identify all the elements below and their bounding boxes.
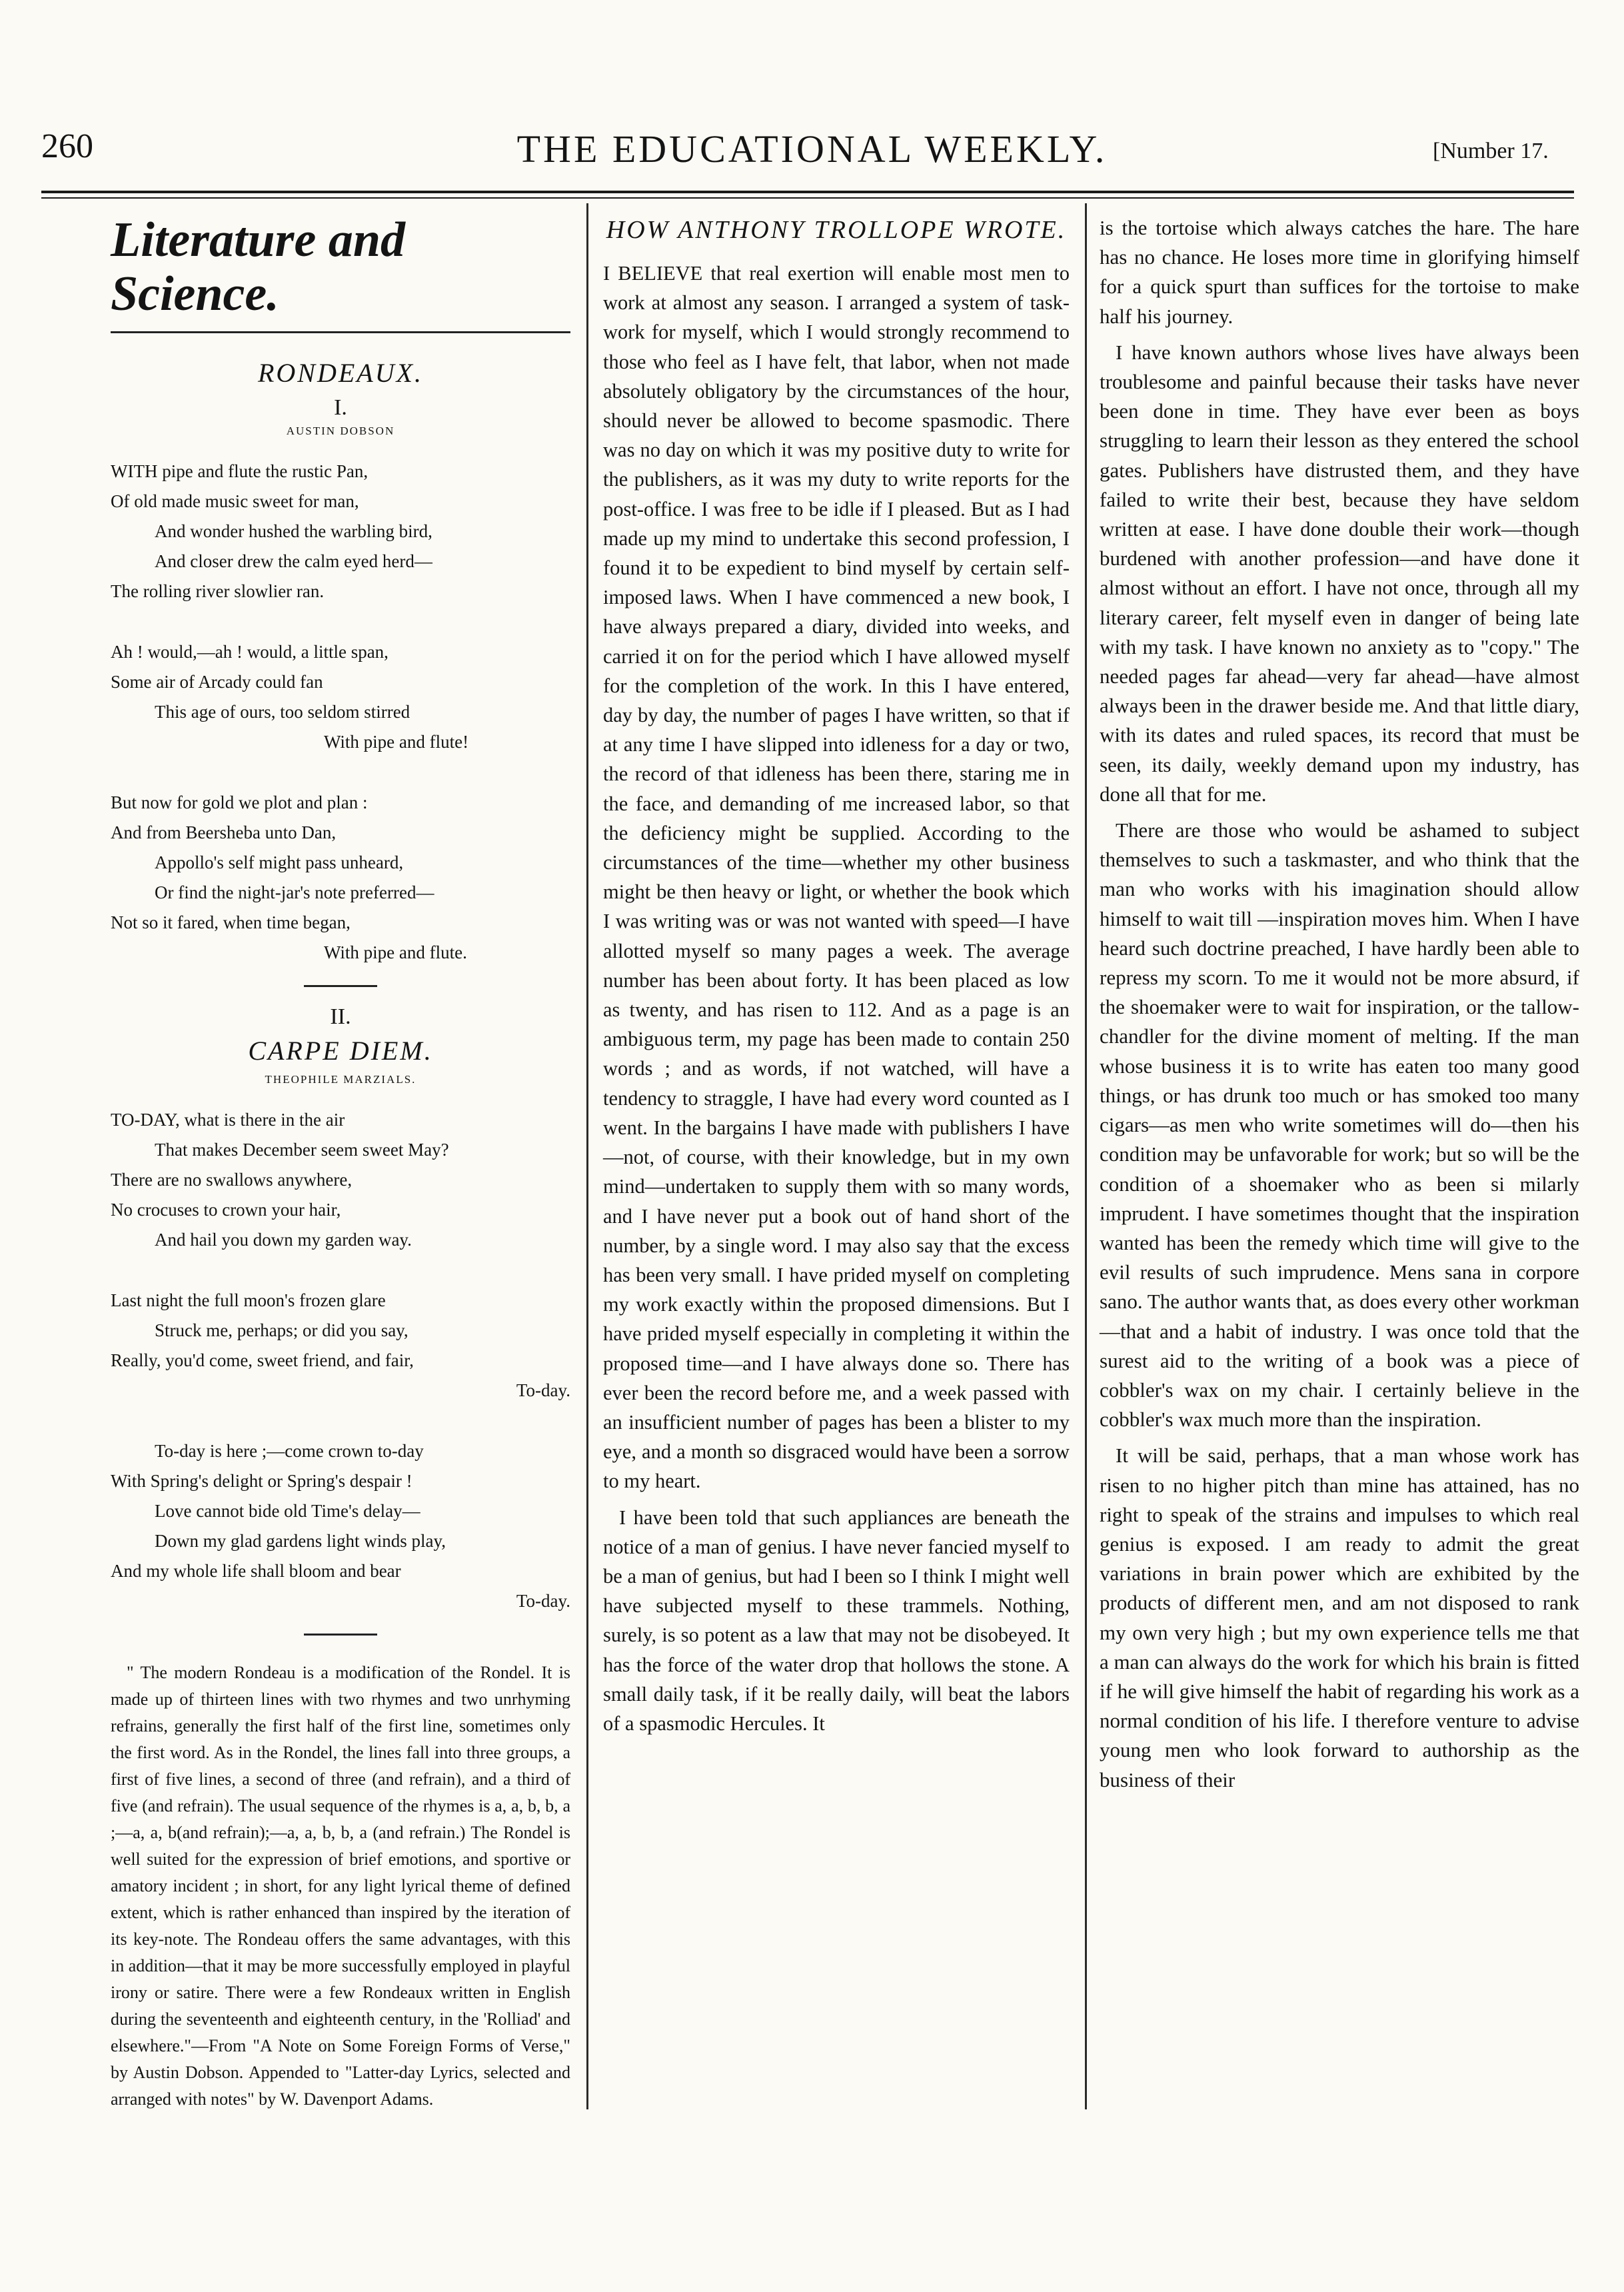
journal-title: THE EDUCATIONAL WEEKLY.	[516, 127, 1108, 171]
poem1-author: AUSTIN DOBSON	[286, 424, 395, 437]
section-title-rule	[111, 331, 570, 333]
article-paragraph: There are those who would be ashamed to subject themselves to such a taskmaster, and who think that the man who works with his imagination should allow himself to wait till —inspiration moves him. When I have heard such doctrine preached, I have hardly been able to repress my scorn. To me it would not be more absurd, if the shoemaker were to wait for inspiration, or the tallow-chandler for the divine moment of melting. If the man whose business it is to write has eaten too many good things, or has drunk too much or has smoked too many cigars—as men who write sometimes will do—then his condition may be unfavorable for work; but so will be the condition of a shoemaker who as been si milarly imprudent. I have sometimes thought that the inspiration wanted has been the remedy which time will give to the evil results of such imprudence. Mens sana in corpore sano. The author wants that, as does every other workman—that and a habit of industry. I was once told that the surest aid to the writing of a book was a piece of cobbler's wax on my chair. I certainly believe in the cobbler's wax much more than the inspiration.	[1100, 818, 1579, 1432]
verse-line: And hail you down my garden way.	[155, 1229, 412, 1250]
article-paragraph: is the tortoise which always catches the hare. The hare has no chance. He loses more time in glorifying himself for a quick spurt than suffices for the tortoise to make half his journey.	[1100, 216, 1579, 328]
page-number: 260	[41, 127, 93, 165]
poem1-stanza-2	[111, 637, 570, 757]
article-paragraph: I have been told that such appliances are beneath the notice of a man of genius. I have never fancied myself to be a man of genius, but had I been so I think I might well have subjected myself to these trammels. Nothing, surely, is so potent as a law that may not be disobeyed. It has the force of the water drop that hollows the stone. A small daily task, if it be really daily, will beat the labors of a spasmodic Hercules. It	[603, 1506, 1070, 1735]
verse-line: That makes December seem sweet May?	[155, 1139, 449, 1160]
verse-line: And closer drew the calm eyed herd—	[155, 551, 432, 571]
article-title: HOW ANTHONY TROLLOPE WROTE.	[606, 216, 1067, 244]
article-paragraph: It will be said, perhaps, that a man whose work has risen to no higher pitch than mine has attained, has no right to speak of the strains and impulses to which real genius is exposed. I am ready to admit the great variations in brain power which are exhibited by the products of different men, and am not disposed to rank my own very high ; but my own experience tells me that a man can always do the work for which his brain is fitted if he will give himself the habit of regarding his work as a normal condition of his life. I therefore venture to advise young men who look forward to authorship as the business of their	[1100, 1444, 1579, 1791]
verse-line: Down my glad gardens light winds play,	[155, 1530, 446, 1551]
verse-line: With pipe and flute.	[324, 942, 467, 962]
left-column	[111, 213, 570, 2130]
verse-line: TO-DAY, what is there in the air	[111, 1109, 345, 1130]
section-title: Literature and Science.	[111, 213, 405, 322]
verse-line: And from Beersheba unto Dan,	[111, 822, 337, 842]
verse-line: Really, you'd come, sweet friend, and fair,	[111, 1350, 414, 1370]
right-column	[1100, 213, 1579, 1801]
poem1-stanza-3	[111, 788, 570, 968]
poem2-numeral: II.	[330, 1004, 351, 1029]
poem2-stanza-1	[111, 1105, 570, 1255]
verse-line: Or find the night-jar's note preferred—	[155, 882, 434, 902]
issue-number: [Number 17.	[1433, 139, 1549, 163]
verse-line: To-day.	[516, 1590, 570, 1611]
verse-line: This age of ours, too seldom stirred	[155, 701, 410, 722]
verse-line: To-day is here ;—come crown to-day	[155, 1440, 424, 1461]
verse-line: Struck me, perhaps; or did you say,	[155, 1320, 408, 1340]
verse-line: Not so it fared, when time began,	[111, 912, 351, 932]
verse-line: But now for gold we plot and plan :	[111, 792, 368, 812]
verse-line: And wonder hushed the warbling bird,	[155, 521, 432, 541]
verse-line: To-day.	[516, 1380, 570, 1400]
verse-line: With pipe and flute!	[324, 731, 469, 752]
column-divider-right	[1085, 203, 1087, 2109]
poem1-numeral: I.	[334, 395, 347, 420]
verse-line: The rolling river slowlier ran.	[111, 580, 325, 601]
poem2-stanza-3	[111, 1436, 570, 1616]
note-separator	[304, 1634, 377, 1636]
verse-line: With Spring's delight or Spring's despair !	[111, 1470, 412, 1491]
page-header	[0, 0, 1624, 200]
poems-heading: RONDEAUX.	[257, 357, 424, 388]
column-divider-left	[586, 203, 588, 2109]
verse-line: Of old made music sweet for man,	[111, 491, 359, 511]
verse-line: No crocuses to crown your hair,	[111, 1199, 341, 1220]
header-rule-bottom	[41, 197, 1574, 199]
rondeau-note: " The modern Rondeau is a modification of the Rondel. It is made up of thirteen lines with two rhymes and two unrhyming refrains, generally the first half of the first line, sometimes only the first word. As in the Rondel, the lines fall into three groups, a first of five lines, a second of three (and refrain), and a third of five (and refrain). The usual sequence of the rhymes is a, a, b, b, a ;—a, a, b(and refrain);—a, a, b, b, a (and refrain.) The Rondel is well suited for the expression of brief emotions, and sportive or amatory incident ; in short, for any light lyrical theme of defined extent, which is rather enhanced than inspired by the iteration of its key-note. The Rondeau offers the same advantages, with this in addition—that it may be more successfully employed in playful irony or satire. There were a few Rondeaux written in English during the seventeenth and eighteenth century, in the 'Rolliad' and elsewhere."—From "A Note on Some Foreign Forms of Verse," by Austin Dobson. Appended to "Latter-day Lyrics, selected and arranged with notes" by W. Davenport Adams.	[111, 1662, 570, 2109]
verse-line: And my whole life shall bloom and bear	[111, 1560, 401, 1581]
poem-separator	[304, 985, 377, 987]
verse-line: Love cannot bide old Time's delay—	[155, 1500, 420, 1521]
poem1-stanza-1	[111, 457, 570, 606]
verse-line: There are no swallows anywhere,	[111, 1169, 353, 1190]
verse-line: Appollo's self might pass unheard,	[155, 852, 404, 872]
header-rule-top	[41, 191, 1574, 193]
article-paragraph: I have known authors whose lives have always been troublesome and painful because their tasks have never been done in time. They have ever been as boys struggling to learn their lesson as they entered the school gates. Publishers have distrusted them, and they have failed to write their best, because they have seldom written at ease. I have done double their work—though burdened with another profession—and have done it almost without an effort. I have not once, through all my literary career, felt myself even in danger of being late with my task. I have known no anxiety as to "copy." The needed pages far ahead—very far ahead—have almost always been in the drawer beside me. And that little diary, with its dates and ruled spaces, its record that must be seen, its daily, weekly demand upon my industry, has done all that for me.	[1100, 340, 1579, 806]
verse-line: Last night the full moon's frozen glare	[111, 1290, 386, 1310]
verse-line: WITH pipe and flute the rustic Pan,	[111, 461, 369, 481]
middle-column	[603, 213, 1070, 1745]
poem2-title: CARPE DIEM.	[248, 1035, 433, 1066]
verse-line: Ah ! would,—ah ! would, a little span,	[111, 641, 389, 662]
article-paragraph: I BELIEVE that real exertion will enable most men to work at almost any season. I arranged a system of task-work for myself, which I would strongly recommend to those who feel as I have felt, that labor, when not made absolutely obligatory by the circumstances of the hour, should never be allowed to become spasmodic. There was no day on which it was my positive duty to write for the publishers, as it was my duty to write reports for the post-office. I was free to be idle if I pleased. But as I had made up my mind to undertake this second profession, I found it to be expedient to bind myself by certain self-imposed laws. When I have commenced a new book, I have always prepared a diary, divided into weeks, and carried it on for the period which I have allowed myself for the completion of the work. In this I have entered, day by day, the number of pages I have written, so that if at any time I have slipped into idleness for a day or two, the record of that idleness has been there, staring me in the face, and demanding of me increased labor, so that the deficiency might be supplied. According to the circumstances of the time—whether my other business might be then heavy or light, or whether the book which I was writing was or was not wanted with speed—I have allotted myself so many pages a week. The average number has been about forty. It has been placed as low as twenty, and has risen to 112. And as a page is an ambiguous term, my page has been made to contain 250 words ; and as words, if not watched, will have a tendency to straggle, I have had every word counted as I went. In the bargains I have made with publishers I have—not, of course, with their knowledge, but in my own mind—undertaken to supply them with so many words, and I have never put a book out of hand short of the number, by a single word. I may also say that the excess has been very small. I have prided myself on completing my work exactly within the proposed dimensions. But I have prided myself especially in completing it within the proposed time—and I have always done so. There has ever been the record before me, and a week passed with an insufficient number of pages has been a blister to my eye, and a month so disgraced would have been a sorrow to my heart.	[603, 262, 1070, 1493]
verse-line: Some air of Arcady could fan	[111, 671, 323, 692]
poem2-author: THEOPHILE MARZIALS.	[265, 1072, 416, 1086]
poem2-stanza-2	[111, 1286, 570, 1406]
